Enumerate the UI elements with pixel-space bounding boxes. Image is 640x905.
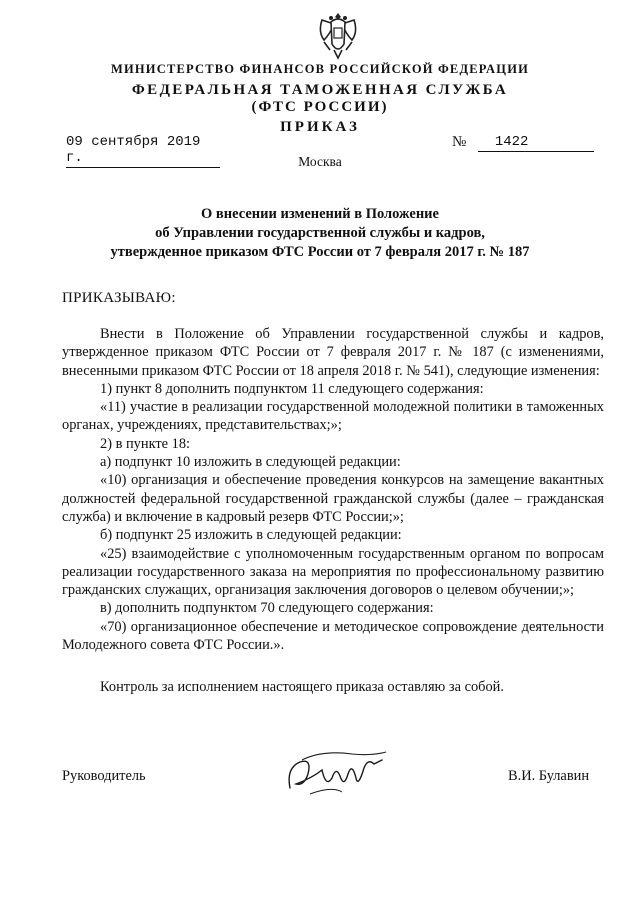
paragraph: «10) организация и обеспечение проведения конкурсов на замещение вакантных должностей федеральной государственной гражданской службы (далее – гражданская служба) и включение в кадровый резерв ФТС России;»; [62, 472, 604, 525]
title-line: О внесении изменений в Положение [201, 206, 439, 222]
ministry-name: МИНИСТЕРСТВО ФИНАНСОВ РОССИЙСКОЙ ФЕДЕРАЦИИ [110, 62, 530, 76]
handwritten-signature [282, 748, 392, 800]
order-date: 09 сентября 2019 г. [66, 134, 220, 168]
paragraph: «70) организационное обеспечение и методическое сопровождение деятельности Молодежного совета ФТС России.». [62, 618, 604, 654]
order-number-label: № [452, 134, 467, 150]
coat-of-arms-icon [316, 10, 360, 60]
paragraph: в) дополнить подпунктом 70 следующего содержания: [100, 600, 434, 617]
paragraph: 2) в пункте 18: [100, 435, 191, 452]
order-number [478, 134, 594, 152]
city: Москва [298, 154, 342, 169]
closing-paragraph: Контроль за исполнением настоящего приказа оставляю за собой. [100, 679, 504, 696]
signatory-name: В.И. Булавин [508, 768, 590, 784]
paragraph: а) подпункт 10 изложить в следующей редакции: [100, 454, 401, 471]
order-title [0, 205, 640, 262]
paragraph: «11) участие в реализации государственной молодежной политики в таможенных органах, учреждениях, представительствах;»; [62, 399, 604, 434]
document-type: ПРИКАЗ [280, 119, 360, 135]
signatory-role: Руководитель [62, 768, 146, 784]
order-body [62, 325, 604, 697]
order-word: ПРИКАЗЫВАЮ: [62, 290, 176, 306]
order-number-value: 1422 [494, 134, 529, 150]
service-name: ФЕДЕРАЛЬНАЯ ТАМОЖЕННАЯ СЛУЖБА [131, 82, 509, 98]
title-line: утвержденное приказом ФТС России от 7 февраля 2017 г. № 187 [110, 244, 530, 260]
title-line: об Управлении государственной службы и кадров, [155, 225, 485, 241]
paragraph: б) подпункт 25 изложить в следующей редакции: [100, 527, 402, 544]
paragraph: «25) взаимодействие с уполномоченным государственным органом по вопросам реализации государственного заказа на мероприятия по профессиональному развитию гражданских служащих, организация заключения договоров о целевом обучении;»; [62, 545, 604, 599]
service-short-name: (ФТС РОССИИ) [251, 99, 389, 115]
paragraph: 1) пункт 8 дополнить подпунктом 11 следующего содержания: [100, 380, 484, 397]
paragraph: Внести в Положение об Управлении государственной службы и кадров, утвержденное приказом ФТС России от 7 февраля 2017 г. № 187 (с изменениями, внесенными приказом ФТС России от 18 апреля 2018 г. № 541), следующие изменения: [62, 326, 604, 379]
